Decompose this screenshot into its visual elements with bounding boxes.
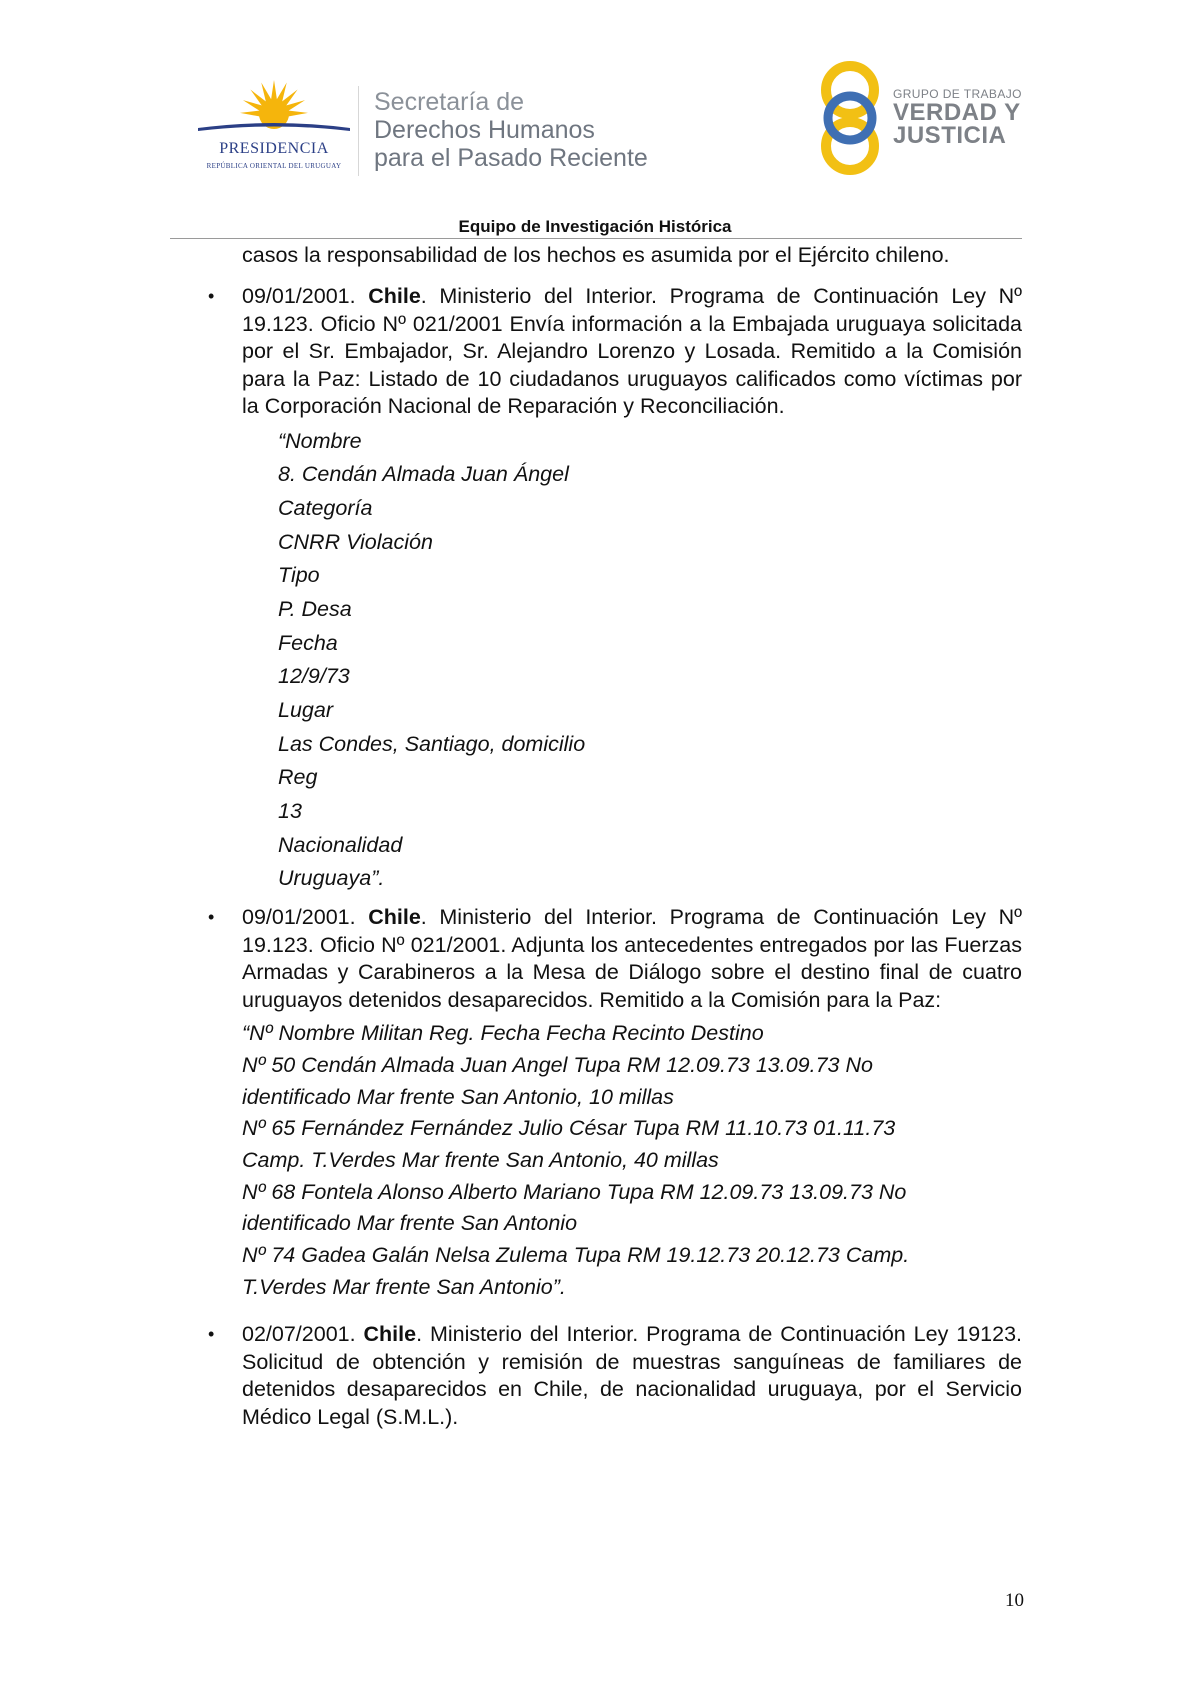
header-rule	[170, 238, 1022, 239]
entry-paragraph	[242, 283, 1022, 421]
list-item	[208, 283, 1022, 896]
header-equipo: Equipo de Investigación Histórica	[458, 217, 732, 236]
quote-line: Reg	[278, 765, 318, 790]
quote-line: “Nombre	[278, 428, 362, 453]
grupo-line-1: GRUPO DE TRABAJO	[893, 87, 1022, 101]
quote-line: Camp. T.Verdes Mar frente San Antonio, 40 millas	[242, 1147, 719, 1172]
entry-text: . Ministerio del Interior. Programa de Continuación Ley Nº 19.123. Oficio Nº 021/2001 Envía información a la Embajada uruguaya solicitada por el Sr. Embajador, Sr. Alejandro Lorenzo y Losada. Remitido a la Comisión para la Paz: Listado de 10 ciudadanos uruguayos calificados como víctimas por la Corporación Nacional de Reparación y Reconciliación.	[242, 284, 1022, 418]
grupo-line-2: VERDAD Y	[893, 99, 1021, 126]
document-body	[208, 240, 1022, 1439]
quote-line: Nº 68 Fontela Alonso Alberto Mariano Tupa RM 12.09.73 13.09.73 No	[242, 1179, 907, 1204]
secretaria-line-3: para el Pasado Reciente	[374, 144, 648, 172]
quote-line: “Nº Nombre Militan Reg. Fecha Fecha Recinto Destino	[242, 1021, 764, 1046]
secretaria-logo-text	[374, 88, 648, 172]
list-item	[208, 1321, 1022, 1431]
entry-date: 09/01/2001.	[242, 284, 356, 308]
quote-line: T.Verdes Mar frente San Antonio”.	[242, 1274, 566, 1299]
entry-country: Chile	[368, 284, 421, 308]
presidencia-text: PRESIDENCIA	[219, 140, 329, 157]
quote-line: Categoría	[278, 495, 373, 520]
quote-line: Tipo	[278, 563, 320, 588]
sun-icon	[196, 78, 352, 140]
quote-line: 8. Cendán Almada Juan Ángel	[278, 462, 569, 487]
quote-line: Nº 50 Cendán Almada Juan Angel Tupa RM 12.09.73 13.09.73 No	[242, 1052, 873, 1077]
entry-date: 02/07/2001.	[242, 1322, 356, 1347]
quote-line: identificado Mar frente San Antonio	[242, 1211, 578, 1236]
presidencia-subtitle: REPÚBLICA ORIENTAL DEL URUGUAY	[206, 162, 342, 170]
quote-line: 12/9/73	[278, 664, 350, 689]
quote-line: Fecha	[278, 630, 338, 655]
grupo-line-3: JUSTICIA	[893, 122, 1007, 149]
list-item	[208, 904, 1022, 1303]
entry-text: . Ministerio del Interior. Programa de Continuación Ley 19123. Solicitud de obtención y remisión de muestras sanguíneas de familiares de detenidos desaparecidos en Chile, de nacionalidad uruguaya, por el Servicio Médico Legal (S.M.L.).	[242, 1322, 1022, 1429]
quote-line: CNRR Violación	[278, 529, 433, 554]
quoted-table	[242, 1018, 1022, 1303]
quote-line: identificado Mar frente San Antonio, 10 millas	[242, 1084, 674, 1109]
entry-paragraph	[242, 904, 1022, 1014]
entry-country: Chile	[368, 905, 421, 930]
header-divider	[358, 86, 359, 176]
quote-line: Nacionalidad	[278, 832, 403, 857]
page-header	[0, 0, 1190, 240]
continuation-paragraph: casos la responsabilidad de los hechos es asumida por el Ejército chileno.	[242, 243, 950, 267]
bullet-icon: •	[208, 1324, 215, 1345]
grupo-trabajo-text	[893, 87, 1022, 147]
quote-line: Nº 65 Fernández Fernández Julio César Tupa RM 11.10.73 01.11.73	[242, 1116, 896, 1141]
quote-line: P. Desa	[278, 596, 352, 621]
bullet-icon: •	[208, 907, 215, 928]
bullet-icon: •	[208, 286, 215, 306]
quote-line: 13	[278, 799, 302, 824]
quote-line: Las Condes, Santiago, domicilio	[278, 731, 586, 756]
page-number: 10	[1005, 1590, 1024, 1611]
quoted-record	[242, 425, 1022, 897]
quote-line: Nº 74 Gadea Galán Nelsa Zulema Tupa RM 19.12.73 20.12.73 Camp.	[242, 1243, 910, 1268]
entry-date: 09/01/2001.	[242, 905, 356, 930]
entry-text: . Ministerio del Interior. Programa de Continuación Ley Nº 19.123. Oficio Nº 021/2001. Adjunta los antecedentes entregados por las Fuerzas Armadas y Carabineros a la Mesa de Diálogo sobre el destino final de cuatro uruguayos detenidos desaparecidos. Remitido a la Comisión para la Paz:	[242, 905, 1022, 1012]
quote-line: Lugar	[278, 698, 333, 722]
presidencia-logo	[196, 78, 352, 176]
entry-paragraph	[242, 1321, 1022, 1431]
secretaria-line-2: Derechos Humanos	[374, 116, 595, 144]
entry-country: Chile	[363, 1322, 417, 1347]
secretaria-line-1: Secretaría de	[374, 88, 525, 116]
quote-line: Uruguaya”.	[278, 866, 385, 891]
